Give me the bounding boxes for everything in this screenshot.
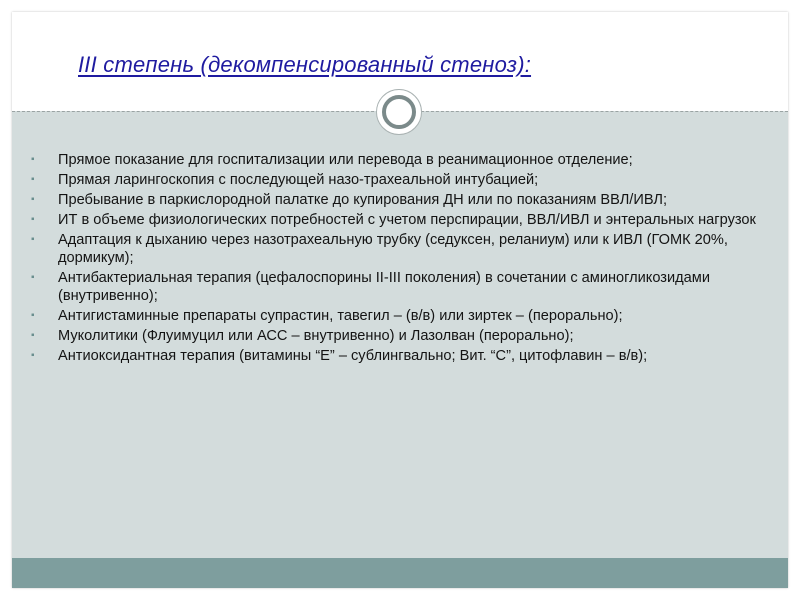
bullet-text: Муколитики (Флуимуцил или АСС – внутривенно) и Лазолван (перорально);	[58, 328, 574, 344]
bullet-text: Антигистаминные препараты супрастин, тавегил – (в/в) или зиртек – (перорально);	[58, 308, 623, 324]
bullet-item	[12, 151, 788, 169]
bullet-text: Адаптация к дыханию через назотрахеальную трубку (седуксен, реланиум) или к ИВЛ (ГОМК 20%, дормикум);	[58, 232, 728, 266]
bullet-icon: ▪	[31, 330, 35, 341]
bullet-text: ИТ в объеме физиологических потребностей с учетом перспирации, ВВЛ/ИВЛ и энтеральных нагрузок	[58, 212, 756, 228]
bullet-text: Прямое показание для госпитализации или перевода в реанимационное отделение;	[58, 152, 633, 168]
bullet-item	[12, 327, 788, 345]
bullet-text: Пребывание в паркислородной палатке до купирования ДН или по показаниям ВВЛ/ИВЛ;	[58, 192, 668, 208]
bullet-icon: ▪	[31, 174, 35, 185]
bullet-item	[12, 231, 788, 267]
bullet-icon: ▪	[31, 214, 35, 225]
bullet-item	[12, 269, 788, 305]
circle-ornament-icon	[376, 89, 422, 135]
bullet-item	[12, 307, 788, 325]
slide-title: III степень (декомпенсированный стеноз):	[78, 52, 532, 77]
bullet-icon: ▪	[31, 154, 35, 165]
bullet-item	[12, 211, 788, 229]
bullet-icon: ▪	[31, 272, 35, 283]
bottom-bar	[12, 558, 788, 588]
bullet-icon: ▪	[31, 310, 35, 321]
bullet-item	[12, 171, 788, 189]
bullet-item	[12, 347, 788, 365]
bullet-icon: ▪	[31, 350, 35, 361]
circle-ornament-ring	[382, 95, 416, 129]
bullet-icon: ▪	[31, 234, 35, 245]
slide	[12, 12, 788, 588]
bullet-text: Прямая ларингоскопия с последующей назо-трахеальной интубацией;	[58, 172, 539, 188]
bullet-text: Антибактериальная терапия (цефалоспорины II-III поколения) в сочетании с аминогликозидами (внутривенно);	[58, 270, 710, 304]
bullet-text: Антиоксидантная терапия (витамины “Е” – сублингвально; Вит. “С”, цитофлавин – в/в);	[58, 348, 648, 364]
bullet-icon: ▪	[31, 194, 35, 205]
bullet-list	[12, 151, 788, 367]
bullet-item	[12, 191, 788, 209]
